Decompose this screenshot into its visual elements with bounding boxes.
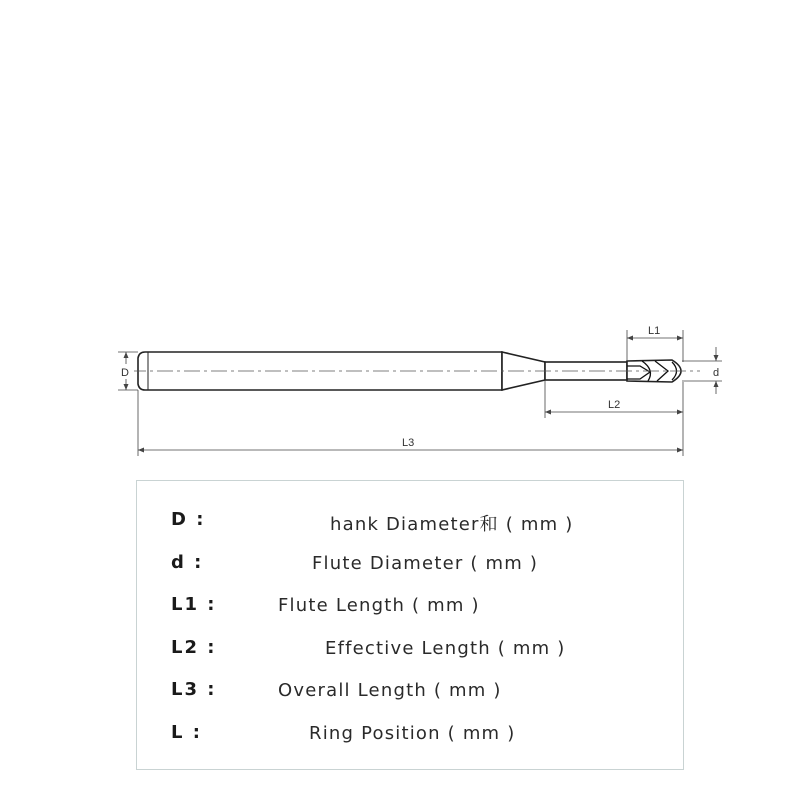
- legend-key: d :: [171, 552, 204, 573]
- dim-label-L2: L2: [608, 399, 621, 411]
- dim-label-d: d: [713, 367, 720, 379]
- dim-label-D: D: [121, 367, 129, 379]
- legend-desc: Overall Length ( mm ): [278, 680, 502, 701]
- legend-row-ring-position: [137, 722, 683, 748]
- legend-desc: Ring Position ( mm ): [309, 723, 516, 744]
- legend-key: D :: [171, 509, 206, 530]
- legend-box: [136, 480, 684, 770]
- legend-key: L1 :: [171, 594, 217, 615]
- legend-desc: Flute Length ( mm ): [278, 595, 480, 616]
- legend-desc: Effective Length ( mm ): [325, 638, 566, 659]
- legend-key: L3 :: [171, 679, 217, 700]
- dim-label-L3: L3: [402, 437, 415, 449]
- legend-row-effective-length: [137, 637, 683, 663]
- legend-row-flute-length: [137, 594, 683, 620]
- legend-desc: hank Diameter和 ( mm ): [330, 514, 574, 535]
- legend-key: L :: [171, 722, 202, 743]
- legend-desc: Flute Diameter ( mm ): [312, 553, 539, 574]
- legend-row-overall-length: [137, 679, 683, 705]
- legend-row-shank-diameter: [137, 509, 683, 535]
- dim-label-L1: L1: [648, 325, 661, 337]
- legend-row-flute-diameter: [137, 552, 683, 578]
- legend-key: L2 :: [171, 637, 217, 658]
- dimension-lines: [118, 330, 722, 456]
